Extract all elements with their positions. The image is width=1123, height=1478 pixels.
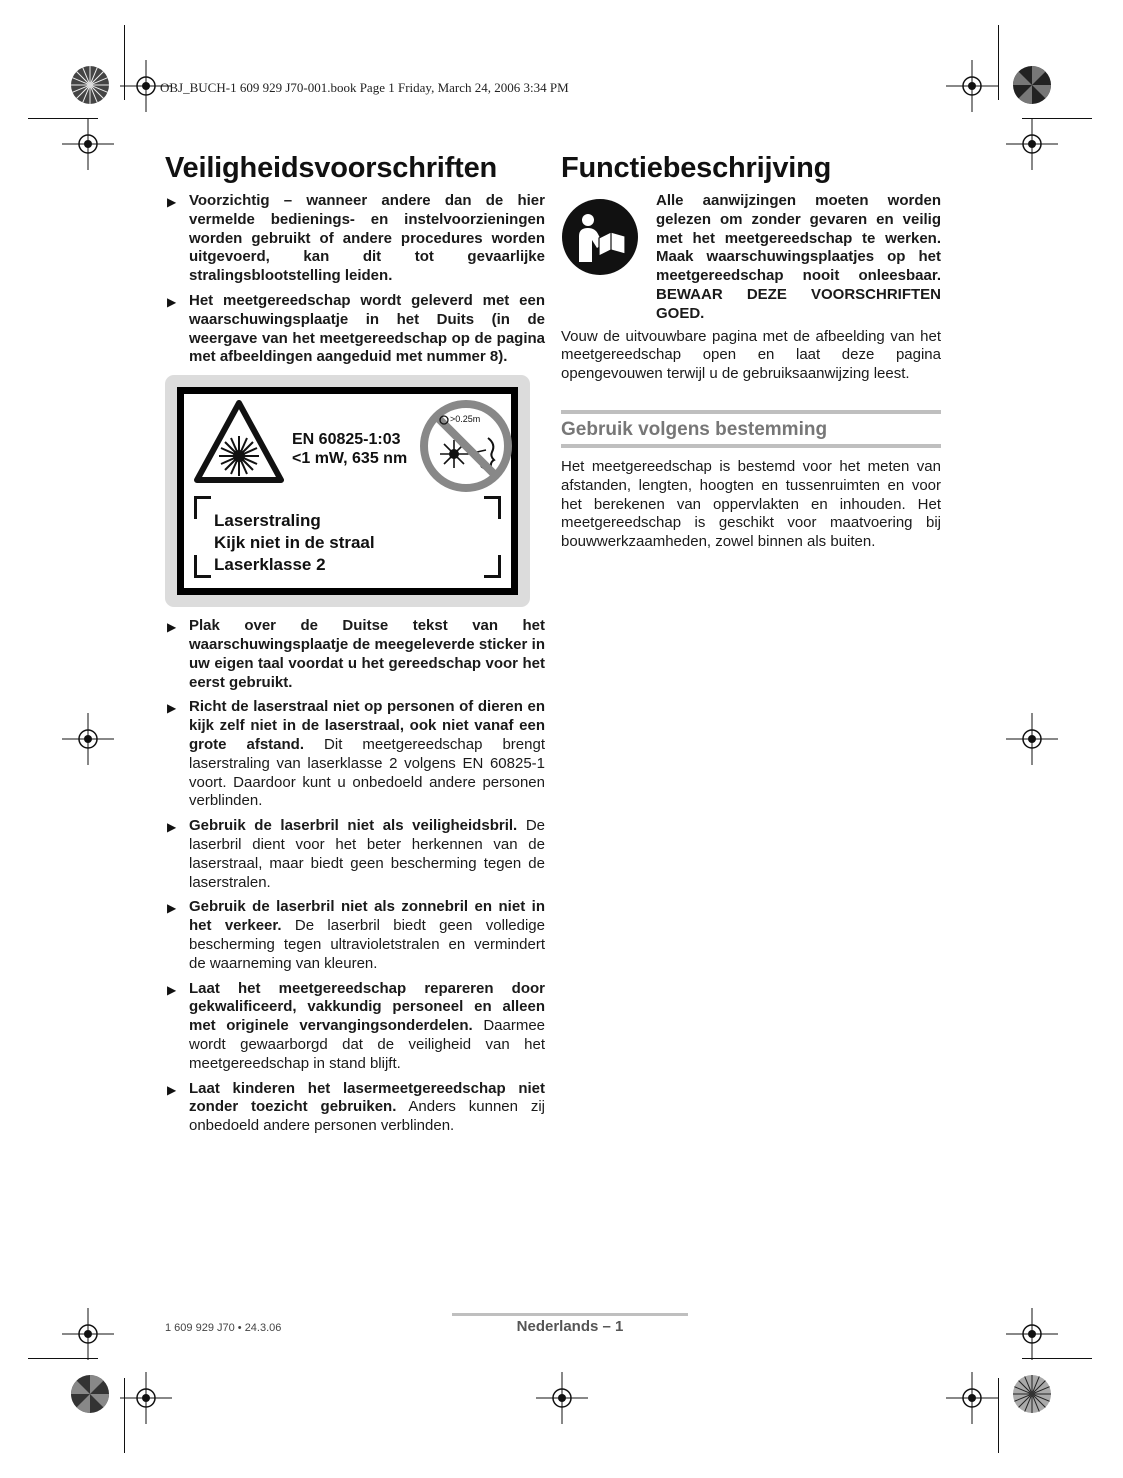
bullet-arrow-icon: ▶ <box>167 294 177 309</box>
bullet-bold-text: Het meetgereedschap wordt geleverd met een waarschuwingsplaatje in het Duits (in de weergave van het meetgereedschap op de pagina met afbeeldingen aangeduid met nummer 8). <box>189 291 545 366</box>
right-column <box>561 192 941 552</box>
bullet-arrow-icon: ▶ <box>167 1082 177 1097</box>
bullet-text: De laserbril biedt geen volledige bescherming tegen ultravioletstralen en vermindert de waarneming van kleuren. <box>189 917 545 972</box>
label-power: <1 mW, 635 nm <box>292 450 408 468</box>
page-number: Nederlands – 1 <box>516 1318 624 1335</box>
list-item <box>165 898 545 973</box>
list-item <box>165 980 545 1074</box>
corner-bracket <box>194 496 211 519</box>
crop-line <box>998 1378 999 1453</box>
list-item <box>165 698 545 811</box>
notice-block <box>561 192 941 324</box>
bullet-bold-text: Laat het meetgereedschap repareren door gekwalificeerd, vakkundig personeel en alleen met originele vervangingsonderdelen. <box>189 979 545 1035</box>
registration-mark <box>1006 118 1058 170</box>
footer-divider <box>452 1313 688 1316</box>
laser-warning-label <box>165 375 530 607</box>
bullet-arrow-icon: ▶ <box>167 701 177 716</box>
bullet-arrow-icon: ▶ <box>167 982 177 997</box>
bullet-bold-text: Plak over de Duitse tekst van het waarschuwingsplaatje de meegeleverde sticker in uw eigen taal voordat u het gereedschap voor het eerst gebruikt. <box>189 617 545 691</box>
list-item <box>165 192 545 286</box>
no-eye-exposure-icon <box>418 398 514 494</box>
label-distance: >0.25m <box>450 414 481 425</box>
bullet-arrow-icon: ▶ <box>167 620 177 635</box>
corner-bracket <box>484 496 501 519</box>
bullet-text: Anders kunnen zij onbedoeld andere personen verblinden. <box>189 1098 546 1135</box>
list-item <box>165 1080 545 1136</box>
calibration-target <box>70 1374 110 1414</box>
intro-paragraph: Vouw de uitvouwbare pagina met de afbeelding van het meetgereedschap open en laat deze pagina opengevouwen terwijl u de gebruiksaanwijzing leest. <box>561 327 941 383</box>
printer-header: OBJ_BUCH-1 609 929 J70-001.book Page 1 Friday, March 24, 2006 3:34 PM <box>160 80 569 95</box>
label-standard: EN 60825-1:03 <box>292 431 401 449</box>
left-column <box>165 192 545 1142</box>
label-line-1: Laserstraling <box>214 511 321 531</box>
page-title-safety: Veiligheidsvoorschriften <box>165 152 498 184</box>
usage-paragraph: Het meetgereedschap is bestemd voor het meten van afstanden, lengten, hoogten en tussenruimten en voor het berekenen van oppervlakten en inhouden. Het meetgereedschap is geschikt voor maatvoering bij bouwwerkzaamheden, zowel binnen als buiten. <box>561 457 941 551</box>
list-item <box>165 817 545 892</box>
calibration-target <box>1012 1374 1052 1414</box>
label-warning-text <box>214 510 375 576</box>
bullet-bold-text: Gebruik de laserbril niet als zonnebril en niet in het verkeer. <box>189 898 545 935</box>
document-code: 1 609 929 J70 • 24.3.06 <box>165 1322 282 1334</box>
label-line-3: Laserklasse 2 <box>214 555 326 575</box>
bullet-arrow-icon: ▶ <box>167 195 177 209</box>
bullet-bold-text: Richt de laserstraal niet op personen of dieren en kijk zelf niet in de laserstraal, ook niet vanaf een grote afstand. <box>189 698 545 753</box>
registration-mark <box>536 1372 588 1424</box>
crop-line <box>998 25 999 100</box>
corner-bracket <box>194 555 211 578</box>
label-standard-block <box>292 430 407 468</box>
list-item <box>165 292 545 367</box>
registration-mark <box>62 1308 114 1360</box>
corner-bracket <box>484 555 501 578</box>
section-subtitle: Gebruik volgens bestemming <box>561 410 941 448</box>
bullet-arrow-icon: ▶ <box>167 820 177 835</box>
registration-mark <box>120 1372 172 1424</box>
bullet-bold-text: Gebruik de laserbril niet als veiligheidsbril. <box>189 817 518 835</box>
bullet-text: De laserbril dient voor het beter herkennen van de laserstraal, maar biedt geen bescherming tegen de laserstralen. <box>189 817 545 891</box>
laser-hazard-icon <box>194 400 284 484</box>
registration-mark <box>1006 1308 1058 1360</box>
registration-mark <box>946 1372 998 1424</box>
list-item <box>165 617 545 692</box>
notice-text: Alle aanwijzingen moeten worden gelezen om zonder gevaren en veilig met het meetgereedschap te werken. Maak waarschuwingsplaatjes op het meetgereedschap nooit onleesbaar. BEWAAR DEZE VOORSCHRIFTEN GOED. <box>656 192 941 322</box>
bullet-bold-text: Voorzichtig – wanneer andere dan de hier vermelde bedienings- en instelvoorzieningen worden gebruikt of andere procedures worden uitgevoerd, kan dit tot gevaarlijke stralingsblootstelling leiden. <box>189 192 545 285</box>
bullet-arrow-icon: ▶ <box>167 901 177 916</box>
registration-mark <box>1006 713 1058 765</box>
calibration-target <box>1012 65 1052 105</box>
calibration-target <box>70 65 110 105</box>
read-manual-icon <box>561 198 639 276</box>
bullet-text: Daarmee wordt gewaarborgd dat de veiligheid van het meetgereedschap in stand blijft. <box>189 1017 546 1072</box>
registration-mark <box>62 713 114 765</box>
registration-mark <box>946 60 998 112</box>
bullet-text: Dit meetgereedschap brengt laserstraling van laserklasse 2 volgens EN 60825-1 voort. Daardoor kunt u onbedoeld andere personen verblinden. <box>189 735 545 810</box>
bullet-bold-text: Laat kinderen het lasermeetgereedschap niet zonder toezicht gebruiken. <box>189 1079 545 1116</box>
page-title-function: Functiebeschrijving <box>561 152 832 184</box>
label-line-2: Kijk niet in de straal <box>214 533 375 553</box>
registration-mark <box>62 118 114 170</box>
registration-mark <box>120 60 172 112</box>
